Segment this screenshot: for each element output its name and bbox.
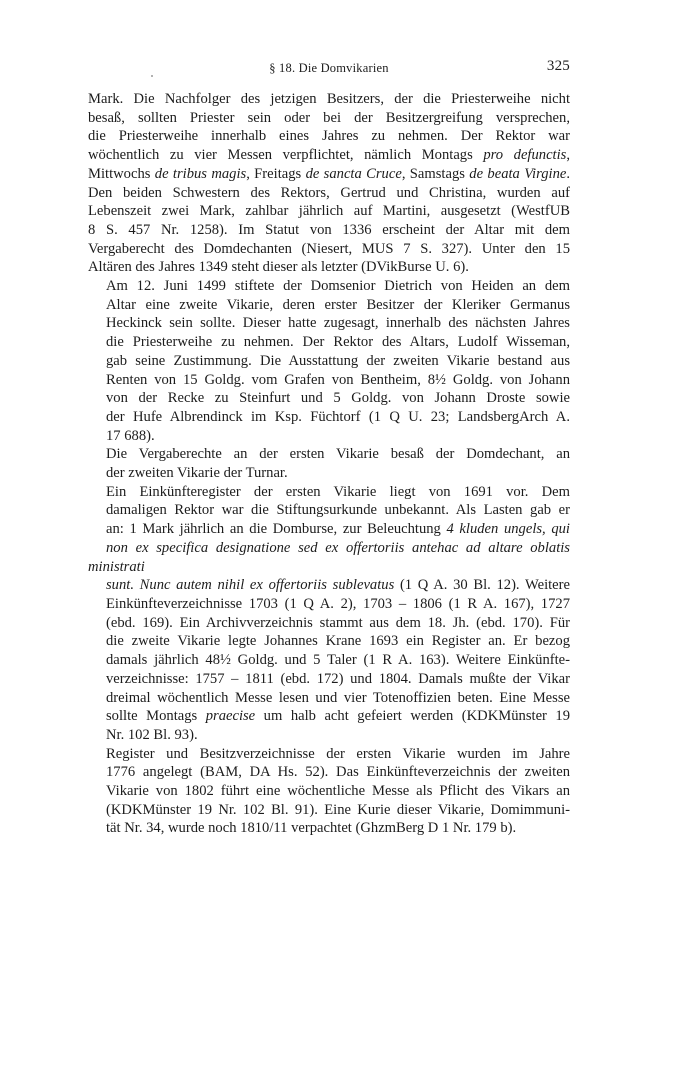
text-line bbox=[88, 464, 570, 483]
text-run: 1776 angelegt (BAM, DA Hs. 52). Das Einkünfteverzeichnis der zweiten bbox=[106, 764, 570, 781]
text-line bbox=[88, 314, 570, 333]
text-run: von der Recke zu Steinfurt und 5 Goldg. von Johann Droste sowie bbox=[106, 390, 570, 407]
paragraph bbox=[88, 483, 570, 745]
text-run: dreimal wöchentlich Messe lesen und vier Totenoffizien beten. Eine Messe bbox=[106, 689, 570, 706]
italic-text: praecise bbox=[205, 708, 256, 725]
text-run: die Priesterweihe zu nehmen. Der Rektor des Altars, Ludolf Wisseman, bbox=[106, 334, 570, 351]
body-text bbox=[88, 90, 570, 838]
italic-text: sunt. Nunc autem nihil ex offertoriis sublevatus bbox=[106, 577, 395, 594]
italic-text: pro defunctis bbox=[483, 147, 567, 164]
text-run: (1 Q A. 30 Bl. 12). Weitere bbox=[394, 577, 571, 594]
text-line bbox=[88, 726, 570, 745]
text-line bbox=[88, 576, 570, 595]
text-run: Nr. 102 Bl. 93). bbox=[106, 726, 198, 743]
text-run: (KDKMünster 19 Nr. 102 Bl. 91). Eine Kurie dieser Vikarie, Domimmuni- bbox=[106, 801, 570, 818]
text-run: Renten von 15 Goldg. vom Grafen von Bentheim, 8½ Goldg. von Johann bbox=[106, 371, 570, 388]
text-line bbox=[88, 614, 570, 633]
text-line bbox=[88, 296, 570, 315]
running-head bbox=[88, 60, 570, 80]
text-run: der zweiten Vikarie der Turnar. bbox=[106, 465, 288, 482]
text-line bbox=[88, 707, 570, 726]
text-run: Altar eine zweite Vikarie, deren erster Besitzer der Kleriker Germanus bbox=[106, 296, 570, 313]
text-run: 17 688). bbox=[106, 427, 155, 444]
text-run: Am 12. Juni 1499 stiftete der Domsenior Dietrich von Heiden an dem bbox=[106, 278, 570, 295]
text-run: die zweite Vikarie legte Johannes Krane 1693 ein Register an. Er bezog bbox=[106, 633, 570, 650]
text-line bbox=[88, 445, 570, 464]
text-line bbox=[88, 483, 570, 502]
text-line bbox=[88, 745, 570, 764]
text-line bbox=[88, 689, 570, 708]
text-line bbox=[88, 539, 570, 576]
text-run: Vikarie von 1802 führt eine wöchentliche Messe als Pflicht des Vikars an bbox=[106, 783, 570, 800]
text-line bbox=[88, 595, 570, 614]
text-line bbox=[88, 651, 570, 670]
text-line bbox=[88, 333, 570, 352]
italic-text: non ex specifica designatione sed ex offertoriis antehac ad altare oblatis ministrati bbox=[88, 539, 570, 575]
section-title: § 18. Die Domvikarien bbox=[269, 61, 389, 75]
text-run: die Priesterweihe innerhalb eines Jahres zu nehmen. Der Rektor war bbox=[88, 128, 570, 145]
text-line bbox=[88, 371, 570, 390]
text-line bbox=[88, 202, 570, 221]
text-line bbox=[88, 763, 570, 782]
text-run: Heckinck sein sollte. Dieser hatte zugesagt, innerhalb des nächsten Jahres bbox=[106, 315, 570, 332]
text-run: besaß, sollten Priester sein oder bei der Besitzergreifung versprechen, bbox=[88, 109, 570, 126]
text-run: wöchentlich zu vier Messen verpflichtet, nämlich Montags bbox=[88, 147, 484, 164]
page-number: 325 bbox=[546, 58, 570, 74]
text-run: damaligen Rektor war die Stiftungsurkunde unbekannt. Als Lasten gab er bbox=[106, 502, 570, 519]
text-line bbox=[88, 184, 570, 203]
stray-mark bbox=[151, 75, 153, 77]
text-line bbox=[88, 670, 570, 689]
text-line bbox=[88, 277, 570, 296]
text-run: (ebd. 169). Ein Archivverzeichnis stammt aus dem 18. Jh. (ebd. 170). Für bbox=[106, 614, 570, 631]
text-line bbox=[88, 408, 570, 427]
text-run: Mark. Die Nachfolger des jetzigen Besitzers, der die Priesterweihe nicht bbox=[88, 91, 570, 107]
text-run: Mittwochs bbox=[88, 165, 155, 182]
text-run: gab seine Zustimmung. Die Ausstattung der zweiten Vikarie bestand aus bbox=[106, 352, 570, 369]
text-run: verzeichnisse: 1757 – 1811 (ebd. 172) und 1804. Damals mußte der Vikar bbox=[106, 670, 570, 687]
text-run: Altären des Jahres 1349 steht dieser als letzter (DVikBurse U. 6). bbox=[88, 259, 469, 276]
text-line bbox=[88, 427, 570, 446]
italic-text: de beata Virgine bbox=[469, 165, 567, 182]
text-run: Register und Besitzverzeichnisse der ersten Vikarie wurden im Jahre bbox=[106, 745, 570, 762]
text-run: , Freitags bbox=[246, 165, 306, 182]
text-run: Lebenszeit zwei Mark, zahlbar jährlich auf Martini, ausgesetzt (WestfUB bbox=[88, 203, 570, 220]
paragraph bbox=[88, 90, 570, 277]
text-run: 8 S. 457 Nr. 1258). Im Statut von 1336 erscheint der Altar mit dem bbox=[88, 221, 570, 238]
text-line bbox=[88, 258, 570, 277]
text-line bbox=[88, 240, 570, 259]
text-line bbox=[88, 221, 570, 240]
text-line bbox=[88, 109, 570, 128]
text-run: . bbox=[566, 165, 570, 182]
text-run: an: 1 Mark jährlich an die Domburse, zur Beleuchtung bbox=[106, 521, 447, 538]
text-run: , Samstags bbox=[401, 165, 470, 182]
text-line bbox=[88, 632, 570, 651]
paragraph bbox=[88, 277, 570, 445]
text-line bbox=[88, 127, 570, 146]
text-line bbox=[88, 782, 570, 801]
text-line bbox=[88, 520, 570, 539]
text-line bbox=[88, 165, 570, 184]
italic-text: 4 kluden ungels, qui bbox=[446, 521, 570, 538]
paragraph bbox=[88, 745, 570, 839]
text-run: Den beiden Schwestern des Rektors, Gertrud und Christina, wurden auf bbox=[88, 184, 570, 201]
text-line bbox=[88, 819, 570, 838]
text-run: Ein Einkünfteregister der ersten Vikarie liegt von 1691 vor. Dem bbox=[106, 483, 570, 500]
text-run: der Hufe Albrendinck im Ksp. Füchtorf (1 Q U. 23; LandsbergArch A. bbox=[106, 408, 570, 425]
text-run: um halb acht gefeiert werden (KDKMünster 19 bbox=[255, 708, 571, 725]
text-run: sollte Montags bbox=[106, 708, 206, 725]
text-line bbox=[88, 146, 570, 165]
italic-text: de tribus magis bbox=[154, 165, 247, 182]
text-run: damals jährlich 48½ Goldg. und 5 Taler (1 R A. 163). Weitere Einkünfte- bbox=[106, 652, 570, 669]
text-line bbox=[88, 90, 570, 109]
text-run: Die Vergaberechte an der ersten Vikarie besaß der Domdechant, an bbox=[106, 446, 570, 463]
text-run: Vergaberecht des Domdechanten (Niesert, MUS 7 S. 327). Unter den 15 bbox=[88, 240, 570, 257]
text-line bbox=[88, 501, 570, 520]
text-line bbox=[88, 389, 570, 408]
text-run: , bbox=[566, 147, 570, 164]
text-line bbox=[88, 801, 570, 820]
text-run: tät Nr. 34, wurde noch 1810/11 verpachtet (GhzmBerg D 1 Nr. 179 b). bbox=[106, 820, 517, 837]
paragraph bbox=[88, 445, 570, 482]
text-run: Einkünfteverzeichnisse 1703 (1 Q A. 2), 1703 – 1806 (1 R A. 167), 1727 bbox=[106, 595, 570, 612]
italic-text: de sancta Cruce bbox=[305, 165, 402, 182]
text-line bbox=[88, 352, 570, 371]
